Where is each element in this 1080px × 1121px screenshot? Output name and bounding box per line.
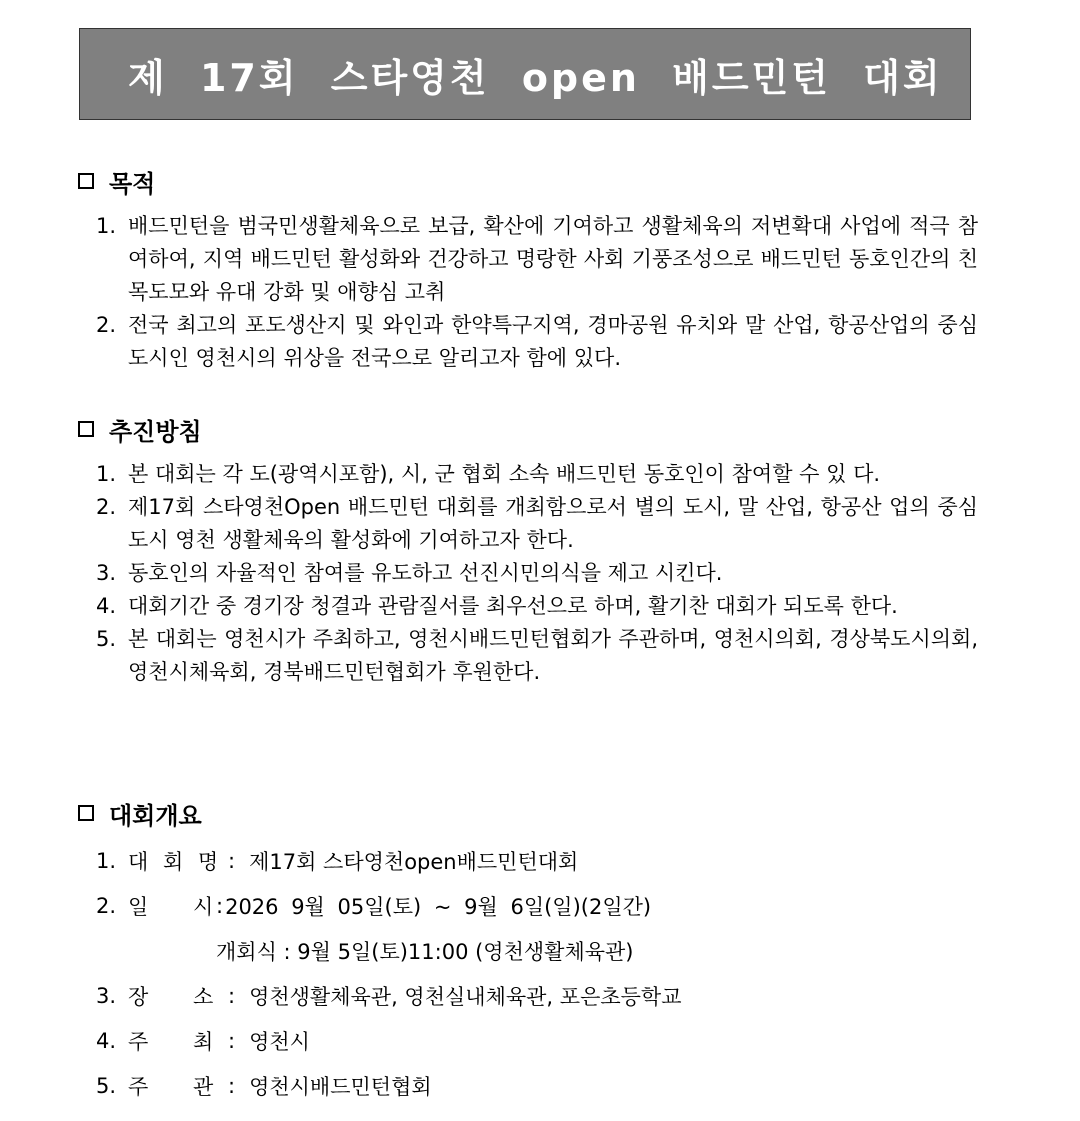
item-number: 3. <box>96 983 117 1008</box>
section-title: 목적 <box>109 169 156 198</box>
checkbox-bullet-icon <box>78 421 94 437</box>
item-number: 1. <box>96 214 117 238</box>
row-value: 영천시배드민턴협회 <box>249 1074 432 1099</box>
checkbox-bullet-icon <box>78 173 94 189</box>
row-value: 2026 9월 05일(토) ~ 9월 6일(일)(2일간) <box>225 894 652 919</box>
list-item <box>96 623 978 689</box>
section-heading <box>78 164 978 198</box>
list-item <box>96 309 978 375</box>
overview-list <box>78 838 978 1108</box>
row-separator: : <box>228 1028 236 1053</box>
row-value: 영천생활체육관, 영천실내체육관, 포은초등학교 <box>249 984 682 1009</box>
section-purpose <box>78 164 978 375</box>
item-text: 전국 최고의 포도생산지 및 와인과 한약특구지역, 경마공원 유치와 말 산업, 항공산업의 중심도시인 영천시의 위상을 전국으로 알리고자 함에 있다. <box>128 313 978 370</box>
overview-row-name <box>96 838 978 883</box>
list-item <box>96 491 978 557</box>
policy-list <box>78 458 978 689</box>
section-title: 대회개요 <box>109 801 202 830</box>
list-item <box>96 210 978 309</box>
item-number: 1. <box>96 848 117 873</box>
row-separator: : <box>228 983 236 1008</box>
item-number: 3. <box>96 561 117 585</box>
overview-row-host <box>96 1018 978 1063</box>
item-number: 4. <box>96 594 117 618</box>
overview-row-ceremony <box>96 928 978 973</box>
row-separator: : <box>228 1073 236 1098</box>
ceremony-text: 개회식 : 9월 5일(토)11:00 (영천생활체육관) <box>216 939 634 964</box>
item-text: 동호인의 자율적인 참여를 유도하고 선진시민의식을 제고 시킨다. <box>128 561 723 585</box>
title-banner <box>79 28 1055 120</box>
section-title: 추진방침 <box>109 417 202 446</box>
row-separator: : <box>216 893 224 918</box>
item-number: 2. <box>96 495 117 519</box>
item-number: 5. <box>96 1073 117 1098</box>
overview-row-venue <box>96 973 978 1018</box>
item-text: 대회기간 중 경기장 청결과 관람질서를 최우선으로 하며, 활기찬 대회가 되도록 한다. <box>128 594 898 618</box>
row-separator: : <box>228 848 236 873</box>
item-text: 본 대회는 각 도(광역시포함), 시, 군 협회 소속 배드민턴 동호인이 참여할 수 있 다. <box>128 462 881 486</box>
item-text: 본 대회는 영천시가 주최하고, 영천시배드민턴협회가 주관하며, 영천시의회, 경상북도시의회, 영천시체육회, 경북배드민턴협회가 후원한다. <box>128 627 978 684</box>
document-title: 제 17회 스타영천 open 배드민턴 대회 요강 <box>128 55 1055 100</box>
row-label: 주 최 <box>128 1029 214 1054</box>
list-item <box>96 557 978 590</box>
purpose-list <box>78 210 978 375</box>
list-item <box>96 590 978 623</box>
list-item <box>96 458 978 491</box>
item-text: 배드민턴을 범국민생활체육으로 보급, 확산에 기여하고 생활체육의 저변확대 사업에 적극 참여하여, 지역 배드민턴 활성화와 건강하고 명랑한 사회 기풍조성으로 배드민턴 동호인간의 친목도모와 유대 강화 및 애향심 고취 <box>128 214 978 304</box>
overview-row-organizer <box>96 1063 978 1108</box>
section-heading <box>78 412 978 446</box>
item-number: 1. <box>96 462 117 486</box>
item-number: 2. <box>96 313 117 337</box>
row-label: 장 소 <box>128 984 214 1009</box>
item-number: 2. <box>96 893 117 918</box>
item-text: 제17회 스타영천Open 배드민턴 대회를 개최함으로서 별의 도시, 말 산업, 항공산 업의 중심도시 영천 생활체육의 활성화에 기여하고자 한다. <box>128 495 978 552</box>
item-number: 4. <box>96 1028 117 1053</box>
section-policy <box>78 412 978 689</box>
row-label: 주 관 <box>128 1074 214 1099</box>
row-label: 대 회 명 <box>128 849 219 874</box>
item-number: 5. <box>96 627 117 651</box>
section-overview <box>78 796 978 1108</box>
checkbox-bullet-icon <box>78 805 94 821</box>
row-value: 영천시 <box>249 1029 310 1054</box>
section-heading <box>78 796 978 830</box>
row-label: 일 시 <box>128 894 214 919</box>
row-value: 제17회 스타영천open배드민턴대회 <box>249 849 579 874</box>
overview-row-date <box>96 883 978 928</box>
